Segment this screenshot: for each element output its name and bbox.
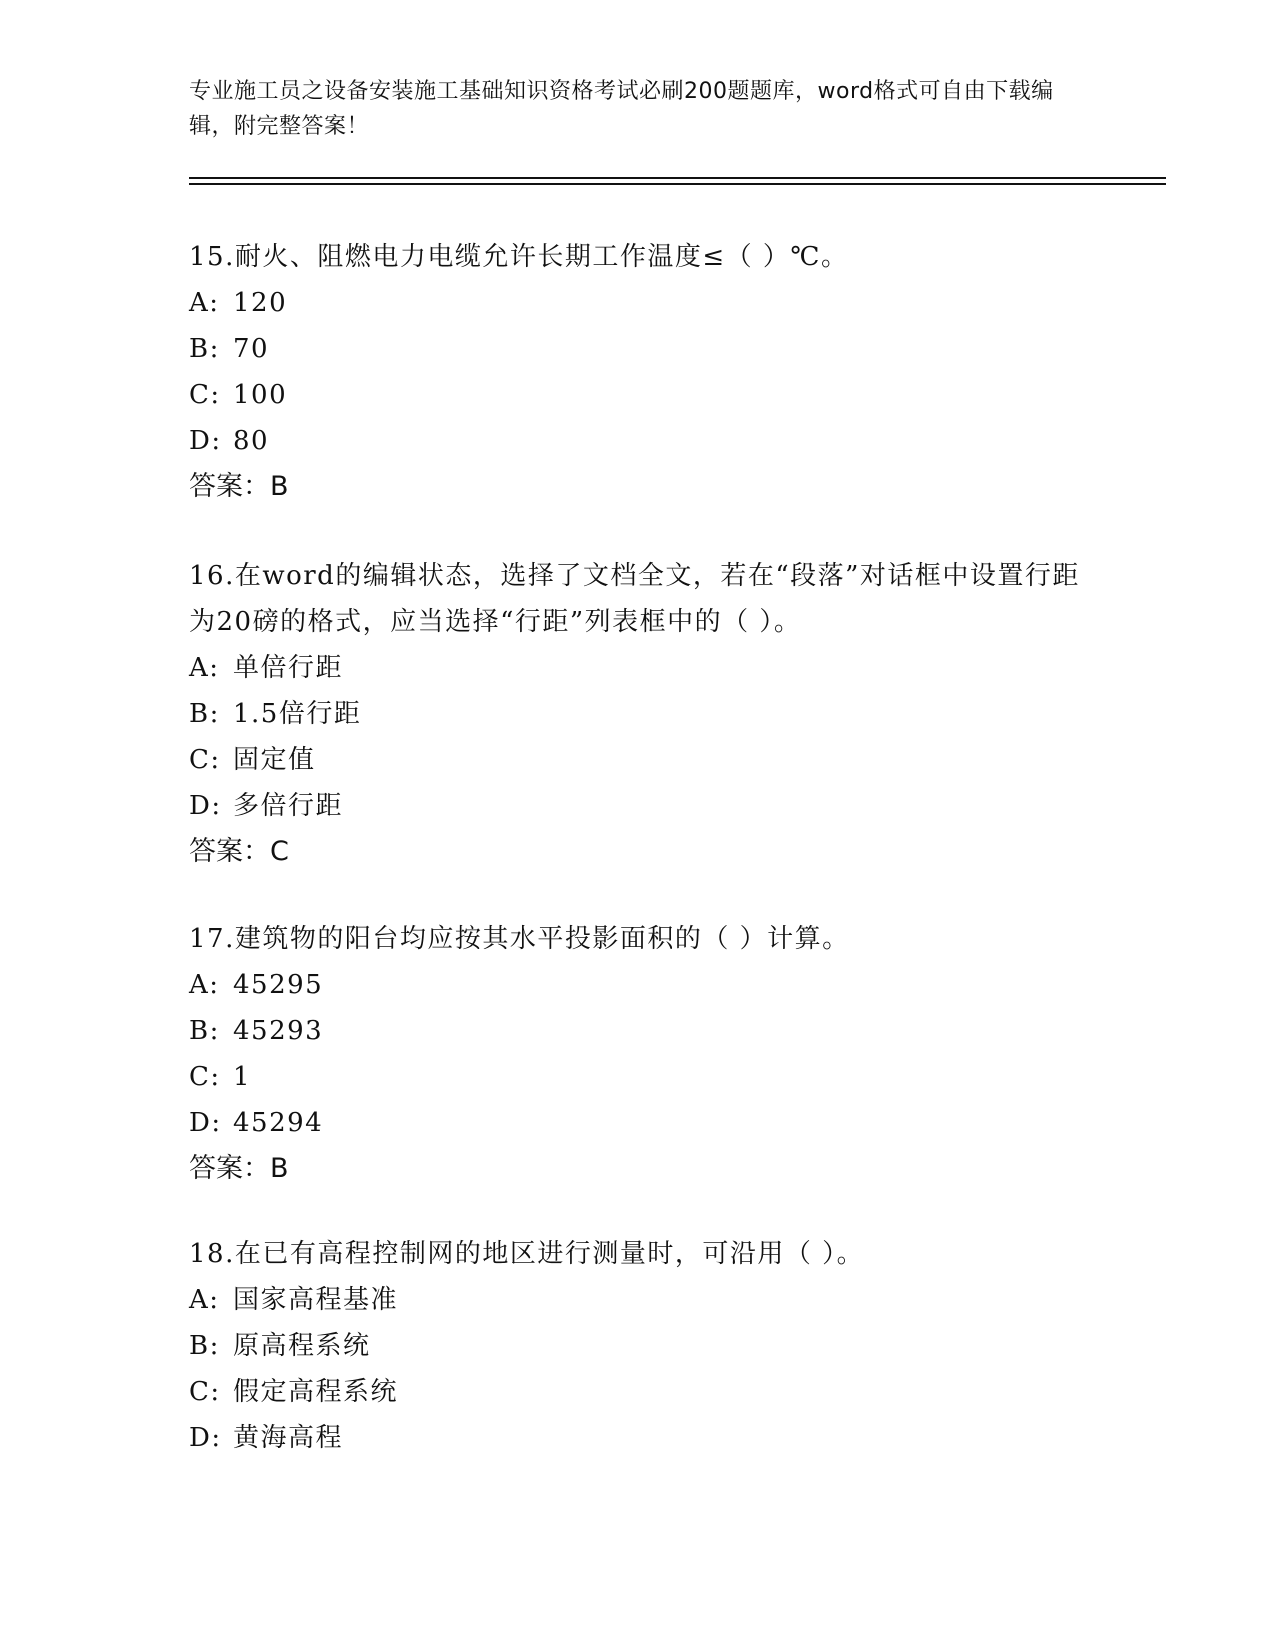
- option-text: 1: [233, 1062, 252, 1092]
- question-stem: 15.耐火、阻燃电力电缆允许长期工作温度≤（ ）℃。: [189, 242, 849, 272]
- option-text: 假定高程系统: [233, 1377, 399, 1407]
- question-stem: 16.在word的编辑状态，选择了文档全文，若在“段落”对话框中设置行距为20磅的格式，应当选择“行距”列表框中的（ ）。: [189, 561, 1080, 637]
- option-text: 黄海高程: [233, 1423, 344, 1453]
- question-16: [189, 553, 1089, 875]
- option-text: 原高程系统: [233, 1331, 371, 1361]
- option-text: 45293: [233, 1016, 324, 1046]
- option-text: 100: [233, 380, 288, 410]
- answer-line: 答案：B: [189, 1153, 289, 1184]
- option-text: 1.5倍行距: [233, 699, 362, 729]
- option-d: [189, 1415, 1089, 1461]
- question-15: [189, 234, 1089, 510]
- option-c: [189, 372, 1089, 418]
- question-stem: 18.在已有高程控制网的地区进行测量时，可沿用（ ）。: [189, 1239, 865, 1269]
- option-text: 国家高程基准: [233, 1285, 399, 1315]
- option-text: 45294: [233, 1108, 324, 1138]
- option-letter: B:: [189, 334, 220, 364]
- option-text: 45295: [233, 970, 324, 1000]
- option-letter: D:: [189, 1108, 222, 1138]
- option-text: 70: [233, 334, 270, 364]
- option-text: 多倍行距: [233, 791, 344, 821]
- option-a: [189, 280, 1089, 326]
- option-text: 120: [233, 288, 288, 318]
- option-letter: A:: [189, 288, 220, 318]
- option-letter: B:: [189, 1016, 220, 1046]
- question-18: [189, 1231, 1089, 1461]
- option-d: [189, 1100, 1089, 1146]
- option-b: [189, 1008, 1089, 1054]
- question-stem: 17.建筑物的阳台均应按其水平投影面积的（ ）计算。: [189, 924, 850, 954]
- option-letter: A:: [189, 653, 220, 683]
- option-letter: C:: [189, 1062, 221, 1092]
- option-letter: D:: [189, 426, 222, 456]
- option-a: [189, 1277, 1089, 1323]
- option-c: [189, 1369, 1089, 1415]
- option-letter: C:: [189, 1377, 221, 1407]
- answer-line: 答案：B: [189, 471, 289, 502]
- option-a: [189, 645, 1089, 691]
- option-letter: D:: [189, 1423, 222, 1453]
- question-17: [189, 916, 1089, 1192]
- option-c: [189, 1054, 1089, 1100]
- option-b: [189, 326, 1089, 372]
- option-text: 单倍行距: [233, 653, 344, 683]
- option-b: [189, 1323, 1089, 1369]
- option-a: [189, 962, 1089, 1008]
- option-d: [189, 783, 1089, 829]
- option-letter: C:: [189, 380, 221, 410]
- option-text: 固定值: [233, 745, 316, 775]
- header-rule-bottom: [189, 183, 1166, 185]
- option-b: [189, 691, 1089, 737]
- option-text: 80: [233, 426, 270, 456]
- option-letter: D:: [189, 791, 222, 821]
- option-letter: A:: [189, 1285, 220, 1315]
- header-rule-top: [189, 177, 1166, 179]
- option-letter: B:: [189, 699, 220, 729]
- document-header: 专业施工员之设备安装施工基础知识资格考试必刷200题题库，word格式可自由下载编辑，附完整答案！: [189, 79, 1054, 139]
- option-c: [189, 737, 1089, 783]
- option-letter: B:: [189, 1331, 220, 1361]
- answer-line: 答案：C: [189, 836, 289, 867]
- option-letter: C:: [189, 745, 221, 775]
- option-letter: A:: [189, 970, 220, 1000]
- option-d: [189, 418, 1089, 464]
